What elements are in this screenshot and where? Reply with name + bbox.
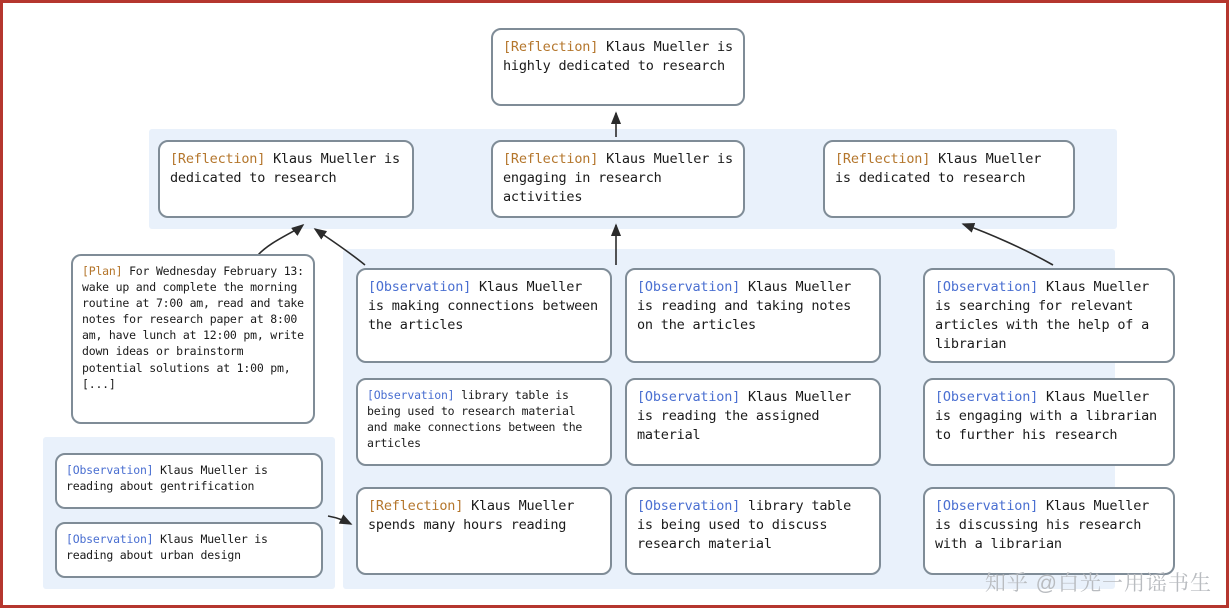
node-tag-observation: [Observation]	[935, 498, 1039, 514]
watermark: 知乎 @白光一用谣书生	[984, 572, 1212, 595]
node-reflection-mid	[491, 140, 745, 218]
node-text: Klaus Mueller is reading the assigned material	[637, 389, 852, 444]
node-text: Klaus Mueller is engaging with a librarian to further his research	[935, 389, 1157, 444]
node-reflection-left	[158, 140, 414, 218]
node-observation-left-1	[55, 453, 323, 509]
node-text: library table is being used to research material and make connections between the articles	[367, 388, 583, 451]
node-tag-plan: [Plan]	[82, 264, 123, 278]
node-plan	[71, 254, 315, 424]
node-text: Klaus Mueller is dedicated to research	[170, 151, 400, 187]
node-tag-observation: [Observation]	[66, 532, 154, 546]
node-text: For Wednesday February 13: wake up and complete the morning routine at 7:00 am, read and take notes for research paper at 8:00 am, have lunch at 12:00 pm, write down ideas or brainstorm potential solutions at 1:00 pm, [...]	[82, 264, 304, 391]
node-tag-observation: [Observation]	[637, 389, 741, 405]
node-reflection-right	[823, 140, 1075, 218]
node-observation-col3-2	[923, 378, 1175, 466]
node-text: Klaus Mueller is dedicated to research	[835, 151, 1042, 187]
node-tag-reflection: [Reflection]	[368, 498, 464, 514]
node-observation-col3-3	[923, 487, 1175, 575]
node-text: Klaus Mueller spends many hours reading	[368, 498, 575, 534]
node-text: Klaus Mueller is discussing his research with a librarian	[935, 498, 1150, 553]
node-tag-observation: [Observation]	[66, 463, 154, 477]
node-tag-reflection: [Reflection]	[503, 151, 599, 167]
node-tag-observation: [Observation]	[935, 389, 1039, 405]
node-observation-col2-1	[625, 268, 881, 363]
node-observation-col1-1	[356, 268, 612, 363]
node-tag-reflection: [Reflection]	[835, 151, 931, 167]
node-observation-col2-2	[625, 378, 881, 466]
node-text: Klaus Mueller is making connections between the articles	[368, 279, 598, 334]
node-reflection-col1-3	[356, 487, 612, 575]
node-text: Klaus Mueller is engaging in research activities	[503, 151, 733, 206]
node-tag-observation: [Observation]	[637, 498, 741, 514]
node-observation-col2-3	[625, 487, 881, 575]
node-tag-observation: [Observation]	[637, 279, 741, 295]
node-observation-col3-1	[923, 268, 1175, 363]
node-text: Klaus Mueller is highly dedicated to research	[503, 39, 733, 75]
node-observation-left-2	[55, 522, 323, 578]
node-tag-reflection: [Reflection]	[170, 151, 266, 167]
node-observation-col1-2	[356, 378, 612, 466]
node-tag-observation: [Observation]	[935, 279, 1039, 295]
node-text: Klaus Mueller is searching for relevant articles with the help of a librarian	[935, 279, 1150, 353]
node-tag-reflection: [Reflection]	[503, 39, 599, 55]
node-text: Klaus Mueller is reading and taking notes on the articles	[637, 279, 852, 334]
node-tag-observation: [Observation]	[367, 388, 455, 402]
node-text: Klaus Mueller is reading about gentrification	[66, 463, 268, 494]
node-text: library table is being used to discuss research material	[637, 498, 852, 553]
node-tag-observation: [Observation]	[368, 279, 472, 295]
node-reflection-top	[491, 28, 745, 106]
node-text: Klaus Mueller is reading about urban design	[66, 532, 268, 563]
